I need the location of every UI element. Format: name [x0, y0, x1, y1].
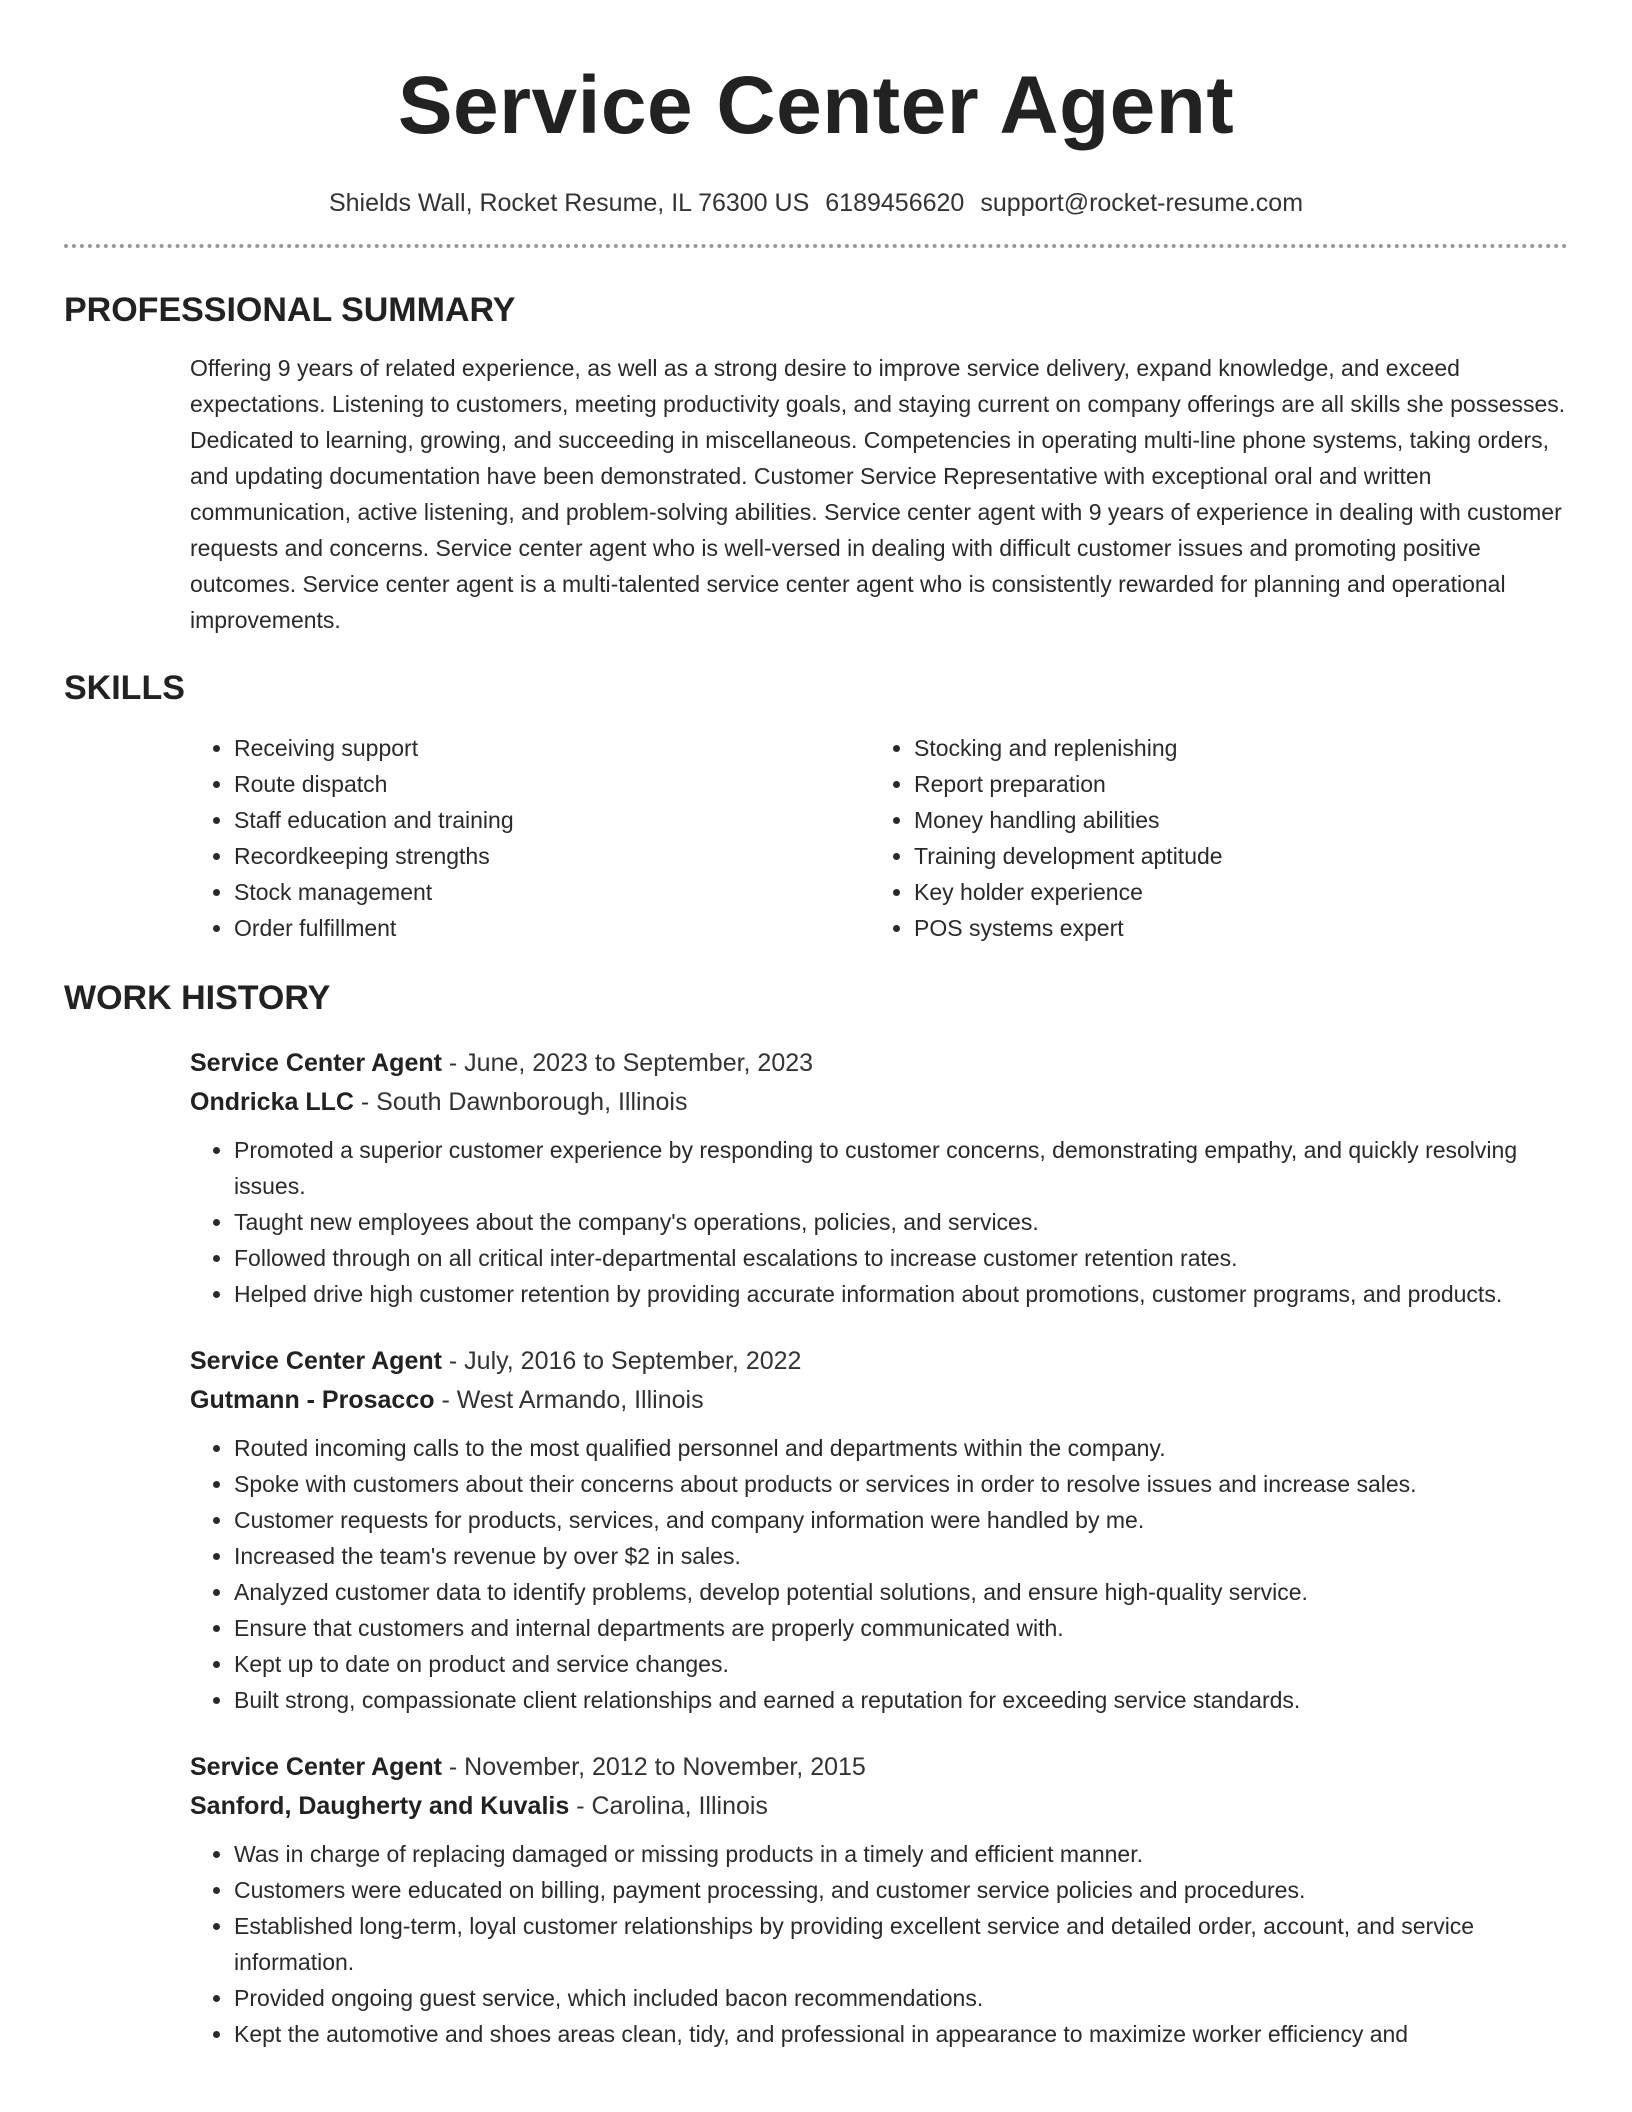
skill-item: • Report preparation [914, 766, 1550, 802]
job-entry [190, 1342, 1568, 1718]
job-bullet: • Increased the team's revenue by over $2 in sales. [234, 1538, 1568, 1574]
job-bullet: • Analyzed customer data to identify problems, develop potential solutions, and ensure high-quality service. [234, 1574, 1568, 1610]
job-bullet: • Helped drive high customer retention by providing accurate information about promotions, customer programs, and products. [234, 1276, 1568, 1312]
contact-phone: 6189456620 [825, 189, 965, 217]
contact-line [64, 188, 1568, 218]
job-bullet: • Taught new employees about the company's operations, policies, and services. [234, 1204, 1568, 1240]
job-bullet: • Followed through on all critical inter-departmental escalations to increase customer retention rates. [234, 1240, 1568, 1276]
skill-item: • Recordkeeping strengths [234, 838, 870, 874]
job-company-line [190, 1381, 1568, 1420]
work-history-heading: WORK HISTORY [64, 979, 331, 1017]
job-company-line [190, 1083, 1568, 1122]
skill-item: • Staff education and training [234, 802, 870, 838]
job-entry [190, 1748, 1568, 2052]
job-bullets [190, 1132, 1568, 1312]
job-entry [190, 1044, 1568, 1312]
skill-item: • POS systems expert [914, 910, 1550, 946]
resume-name: Service Center Agent [397, 60, 1235, 151]
job-bullet: • Kept the automotive and shoes areas clean, tidy, and professional in appearance to maximize worker efficiency and [234, 2016, 1568, 2052]
skill-item: • Key holder experience [914, 874, 1550, 910]
job-bullet: • Promoted a superior customer experience by responding to customer concerns, demonstrating empathy, and quickly resolving issues. [234, 1132, 1568, 1204]
contact-address: Shields Wall, Rocket Resume, IL 76300 US [328, 189, 810, 217]
job-location: - Carolina, Illinois [569, 1792, 768, 1820]
job-dates: - July, 2016 to September, 2022 [441, 1347, 802, 1375]
job-company: Sanford, Daugherty and Kuvalis [190, 1792, 570, 1820]
job-title-line [190, 1044, 1568, 1083]
job-bullets [190, 1430, 1568, 1718]
job-bullets [190, 1836, 1568, 2052]
skills-column-left [190, 730, 870, 946]
summary-text: Offering 9 years of related experience, as well as a strong desire to improve service delivery, expand knowledge, and exceed expectations. Listening to customers, meeting productivity goals, and staying current on company offerings are all skills she possesses. Dedicated to learning, growing, and succeeding in miscellaneous. Competencies in operating multi-line phone systems, taking orders, and updating documentation have been demonstrated. Customer Service Representative with exceptional oral and written communication, active listening, and problem-solving abilities. Service center agent with 9 years of experience in dealing with customer requests and concerns. Service center agent who is well-versed in dealing with difficult customer issues and promoting positive outcomes. Service center agent is a multi-talented service center agent who is consistently rewarded for planning and operational improvements. [190, 355, 1566, 633]
skill-item: • Order fulfillment [234, 910, 870, 946]
job-company: Ondricka LLC [190, 1088, 354, 1116]
skill-item: • Stock management [234, 874, 870, 910]
summary-heading: PROFESSIONAL SUMMARY [64, 291, 516, 329]
job-bullet: • Ensure that customers and internal departments are properly communicated with. [234, 1610, 1568, 1646]
job-bullet: • Established long-term, loyal customer relationships by providing excellent service and detailed order, account, and service information. [234, 1908, 1568, 1980]
job-location: - West Armando, Illinois [434, 1386, 704, 1414]
job-title-line [190, 1342, 1568, 1381]
job-company-line [190, 1787, 1568, 1826]
job-bullet: • Spoke with customers about their concerns about products or services in order to resolve issues and increase sales. [234, 1466, 1568, 1502]
job-bullet: • Customers were educated on billing, payment processing, and customer service policies and procedures. [234, 1872, 1568, 1908]
skill-item: • Stocking and replenishing [914, 730, 1550, 766]
job-bullet: • Kept up to date on product and service changes. [234, 1646, 1568, 1682]
skill-item: • Money handling abilities [914, 802, 1550, 838]
skill-item: • Route dispatch [234, 766, 870, 802]
job-dates: - June, 2023 to September, 2023 [441, 1049, 814, 1077]
skills-heading: SKILLS [64, 669, 185, 707]
job-role: Service Center Agent [190, 1753, 442, 1781]
job-dates: - November, 2012 to November, 2015 [441, 1753, 866, 1781]
job-company: Gutmann - Prosacco [190, 1386, 435, 1414]
job-title-line [190, 1748, 1568, 1787]
job-role: Service Center Agent [190, 1049, 442, 1077]
job-bullet: • Customer requests for products, services, and company information were handled by me. [234, 1502, 1568, 1538]
skill-item: • Receiving support [234, 730, 870, 766]
skill-item: • Training development aptitude [914, 838, 1550, 874]
header-divider [64, 244, 1568, 248]
skills-column-right [870, 730, 1550, 946]
job-bullet: • Built strong, compassionate client relationships and earned a reputation for exceeding service standards. [234, 1682, 1568, 1718]
resume-page [64, 0, 1568, 2052]
job-location: - South Dawnborough, Illinois [353, 1088, 688, 1116]
job-bullet: • Was in charge of replacing damaged or missing products in a timely and efficient manner. [234, 1836, 1568, 1872]
job-role: Service Center Agent [190, 1347, 442, 1375]
job-bullet: • Provided ongoing guest service, which included bacon recommendations. [234, 1980, 1568, 2016]
contact-email: support@rocket-resume.com [980, 189, 1304, 217]
job-bullet: • Routed incoming calls to the most qualified personnel and departments within the company. [234, 1430, 1568, 1466]
skills-list [190, 730, 1568, 946]
